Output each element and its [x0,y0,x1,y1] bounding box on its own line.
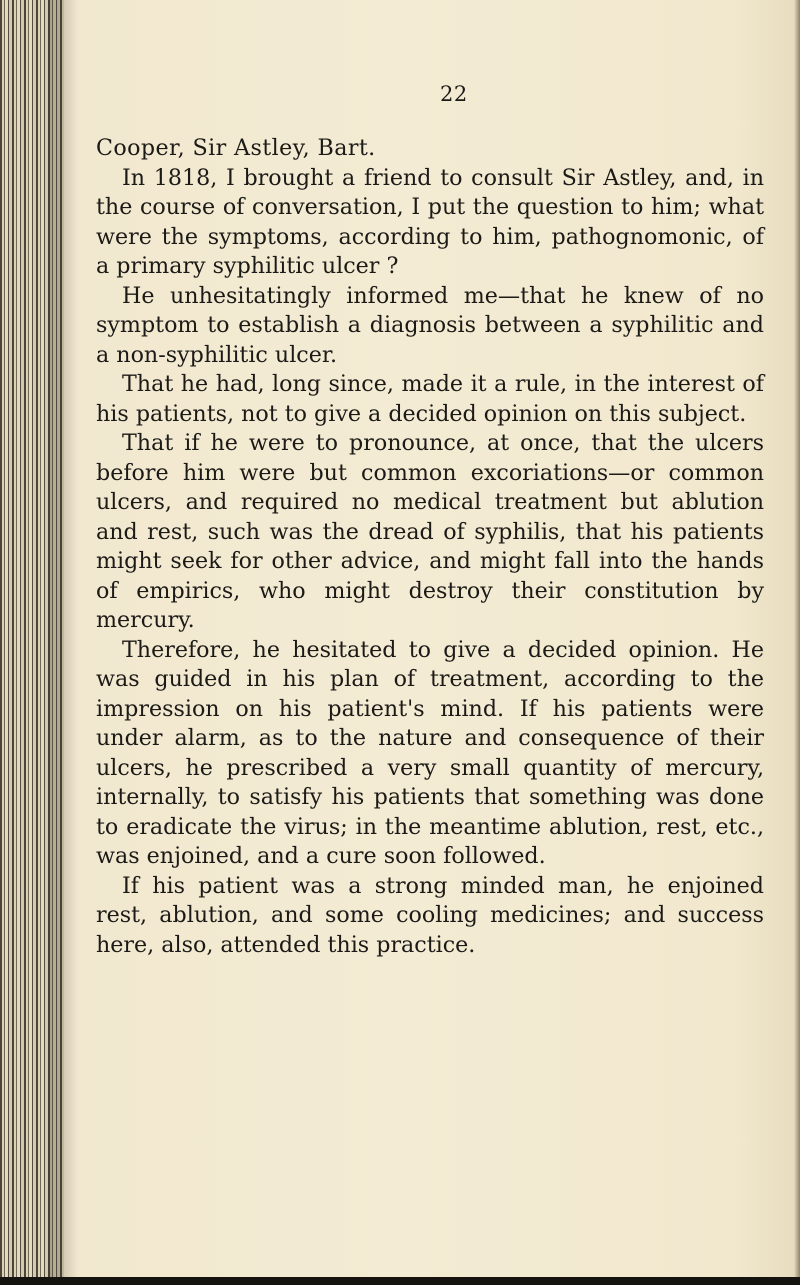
page-body [96,134,764,960]
paragraph: That he had, long since, made it a rule, in the interest of his patients, not to give a decided opinion on this subject. [96,371,764,427]
entry-heading: Cooper, Sir Astley, Bart. [96,135,376,161]
paragraph: That if he were to pronounce, at once, that the ulcers before him were but common excoriations—or common ulcers, and required no medical treatment but ablution and rest, such was the dread of syphilis, that his patients might seek for other advice, and might fall into the hands of empirics, who might destroy their constitution by mercury. [96,430,764,633]
paragraph: If his patient was a strong minded man, he enjoined rest, ablution, and some cooling medicines; and success here, also, attended this practice. [96,872,764,958]
page-number: 22 [440,82,468,106]
paragraph: He unhesitatingly informed me—that he knew of no symptom to establish a diagnosis between a syphilitic and a non-syphilitic ulcer. [96,282,764,368]
paragraph: In 1818, I brought a friend to consult Sir Astley, and, in the course of conversation, I put the question to him; what were the symptoms, according to him, pathognomonic, of a primary syphilitic ulcer ? [96,164,764,279]
page-bottom-edge [0,1277,800,1285]
binding-shadow [48,0,78,1285]
page-edge-shadow [794,0,800,1285]
paragraph: Therefore, he hesitated to give a decided opinion. He was guided in his plan of treatment, according to the impression on his patient's mind. If his patients were under alarm, as to the nature and consequence of their ulcers, he prescribed a very small quantity of mercury, internally, to satisfy his patients that something was done to eradicate the virus; in the meantime ablution, rest, etc., was enjoined, and a cure soon followed. [96,636,764,869]
